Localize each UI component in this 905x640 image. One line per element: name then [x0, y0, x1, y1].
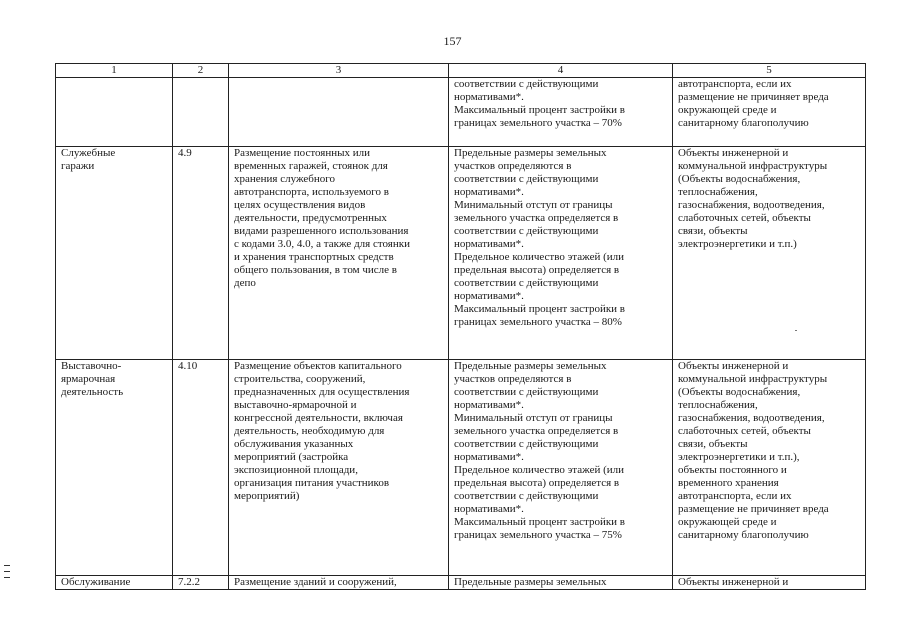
cell-line: объекты постоянного и — [678, 464, 787, 476]
cell-line: хранения служебного — [234, 173, 336, 185]
table-body — [56, 64, 866, 590]
auxiliary-uses-cell — [673, 576, 866, 590]
cell-line: нормативами*. — [454, 451, 524, 463]
cell-line: нормативами*. — [454, 503, 524, 515]
table-row — [56, 147, 866, 360]
cell-line: деятельности, предусмотренных — [234, 212, 387, 224]
use-code-cell — [173, 576, 229, 590]
cell-line: Максимальный процент застройки в — [454, 516, 625, 528]
cell-line: земельного участка определяется в — [454, 425, 619, 437]
cell-line: депо — [234, 277, 256, 289]
cell-line: слаботочных сетей, объекты — [678, 425, 811, 437]
use-code-cell — [173, 147, 229, 360]
use-description-cell — [229, 360, 449, 576]
cell-line: Объекты инженерной и — [678, 147, 789, 159]
cell-line: окружающей среде и — [678, 516, 777, 528]
cell-line: Служебные — [61, 147, 116, 159]
cell-line: газоснабжения, водоотведения, — [678, 412, 825, 424]
cell-line: видами разрешенного использования — [234, 225, 409, 237]
cell-line: нормативами*. — [454, 399, 524, 411]
auxiliary-uses-cell — [673, 78, 866, 147]
auxiliary-uses-cell — [673, 360, 866, 576]
cell-line: Предельное количество этажей (или — [454, 251, 625, 263]
use-name-cell — [56, 576, 173, 590]
cell-line: выставочно-ярмарочной и — [234, 399, 357, 411]
cell-line: участков определяются в — [454, 160, 572, 172]
cell-line: электроэнергетики и т.п.), — [678, 451, 800, 463]
cell-line: мероприятий (застройка — [234, 451, 349, 463]
cell-line: границах земельного участка – 75% — [454, 529, 622, 541]
cell-line: 7.2.2 — [178, 576, 200, 588]
cell-line: санитарному благополучию — [678, 117, 809, 129]
cell-line: автотранспорта, если их — [678, 490, 792, 502]
cell-line: и хранения транспортных средств — [234, 251, 394, 263]
cell-line: электроэнергетики и т.п.) — [678, 238, 797, 250]
cell-line: связи, объекты — [678, 438, 748, 450]
cell-line: Максимальный процент застройки в — [454, 303, 625, 315]
cell-line: целях осуществления видов — [234, 199, 366, 211]
cell-line: Выставочно- — [61, 360, 122, 372]
cell-line: деятельность, необходимую для — [234, 425, 385, 437]
cell-line: строительства, сооружений, — [234, 373, 366, 385]
cell-line: Максимальный процент застройки в — [454, 104, 625, 116]
cell-line: автотранспорта, если их — [678, 78, 792, 90]
use-description-cell — [229, 147, 449, 360]
cell-line: нормативами*. — [454, 290, 524, 302]
cell-line: предельная высота) определяется в — [454, 477, 620, 489]
cell-line: Минимальный отступ от границы — [454, 412, 613, 424]
cell-line: Обслуживание — [61, 576, 131, 588]
cell-line: (Объекты водоснабжения, — [678, 173, 801, 185]
cell-line: связи, объекты — [678, 225, 748, 237]
cell-line: экспозиционной площади, — [234, 464, 358, 476]
cell-line: конгрессной деятельности, включая — [234, 412, 403, 424]
cell-line: 4.10 — [178, 360, 198, 372]
cell-line: Объекты инженерной и — [678, 576, 789, 588]
cell-line: границах земельного участка – 80% — [454, 316, 622, 328]
cell-line: автотранспорта, используемого в — [234, 186, 389, 198]
cell-line: нормативами*. — [454, 238, 524, 250]
auxiliary-uses-cell — [673, 147, 866, 360]
use-code-cell — [173, 78, 229, 147]
cell-line: участков определяются в — [454, 373, 572, 385]
cell-line: санитарному благополучию — [678, 529, 809, 541]
cell-line: теплоснабжения, — [678, 399, 758, 411]
cell-line: соответствии с действующими — [454, 490, 599, 502]
cell-line: размещение не причиняет вреда — [678, 91, 829, 103]
cell-line: Предельные размеры земельных — [454, 576, 607, 588]
cell-line: Предельные размеры земельных — [454, 147, 607, 159]
cell-line: окружающей среде и — [678, 104, 777, 116]
cell-line: Размещение зданий и сооружений, — [234, 576, 397, 588]
cell-line: деятельность — [61, 386, 124, 398]
cell-line: ярмарочная — [61, 373, 116, 385]
cell-line: теплоснабжения, — [678, 186, 758, 198]
cell-line: Минимальный отступ от границы — [454, 199, 613, 211]
cell-line: общего пользования, в том числе в — [234, 264, 397, 276]
cell-line: соответствии с действующими — [454, 277, 599, 289]
table-row — [56, 576, 866, 590]
cell-line: Предельное количество этажей (или — [454, 464, 625, 476]
header-cell-2: 2 — [173, 64, 229, 78]
cell-line: соответствии с действующими — [454, 225, 599, 237]
parameters-cell — [449, 576, 673, 590]
cell-line: газоснабжения, водоотведения, — [678, 199, 825, 211]
use-name-cell — [56, 147, 173, 360]
use-description-cell — [229, 78, 449, 147]
cell-line: организация питания участников — [234, 477, 390, 489]
cell-line: обслуживания указанных — [234, 438, 354, 450]
cell-line: временных гаражей, стоянок для — [234, 160, 388, 172]
cell-line: слаботочных сетей, объекты — [678, 212, 811, 224]
use-description-cell — [229, 576, 449, 590]
header-cell-5: 5 — [673, 64, 866, 78]
header-cell-3: 3 — [229, 64, 449, 78]
parameters-cell — [449, 360, 673, 576]
page-number: 157 — [443, 34, 462, 48]
parameters-cell — [449, 78, 673, 147]
header-row — [56, 64, 866, 78]
cell-line: соответствии с действующими — [454, 438, 599, 450]
cell-line: соответствии с действующими — [454, 78, 599, 90]
cell-line: с кодами 3.0, 4.0, а также для стоянки — [234, 238, 410, 250]
parameters-cell — [449, 147, 673, 360]
cell-line: Размещение постоянных или — [234, 147, 371, 159]
scan-speck — [795, 330, 797, 331]
cell-line: предназначенных для осуществления — [234, 386, 410, 398]
cell-line: коммунальной инфраструктуры — [678, 373, 828, 385]
table-row — [56, 78, 866, 147]
cell-line: границах земельного участка – 70% — [454, 117, 622, 129]
cell-line: нормативами*. — [454, 91, 524, 103]
use-code-cell — [173, 360, 229, 576]
cell-line: (Объекты водоснабжения, — [678, 386, 801, 398]
margin-marks — [4, 565, 10, 583]
cell-line: нормативами*. — [454, 186, 524, 198]
use-name-cell — [56, 360, 173, 576]
cell-line: коммунальной инфраструктуры — [678, 160, 828, 172]
header-cell-4: 4 — [449, 64, 673, 78]
cell-line: соответствии с действующими — [454, 173, 599, 185]
cell-line: временного хранения — [678, 477, 779, 489]
cell-line: земельного участка определяется в — [454, 212, 619, 224]
cell-line: предельная высота) определяется в — [454, 264, 620, 276]
cell-line: размещение не причиняет вреда — [678, 503, 829, 515]
cell-line: соответствии с действующими — [454, 386, 599, 398]
cell-line: гаражи — [61, 160, 95, 172]
cell-line: 4.9 — [178, 147, 192, 159]
cell-line: Объекты инженерной и — [678, 360, 789, 372]
cell-line: Предельные размеры земельных — [454, 360, 607, 372]
use-name-cell — [56, 78, 173, 147]
cell-line: мероприятий) — [234, 490, 300, 502]
table-row — [56, 360, 866, 576]
land-use-table — [55, 63, 866, 590]
cell-line: Размещение объектов капитального — [234, 360, 402, 372]
header-cell-1: 1 — [56, 64, 173, 78]
